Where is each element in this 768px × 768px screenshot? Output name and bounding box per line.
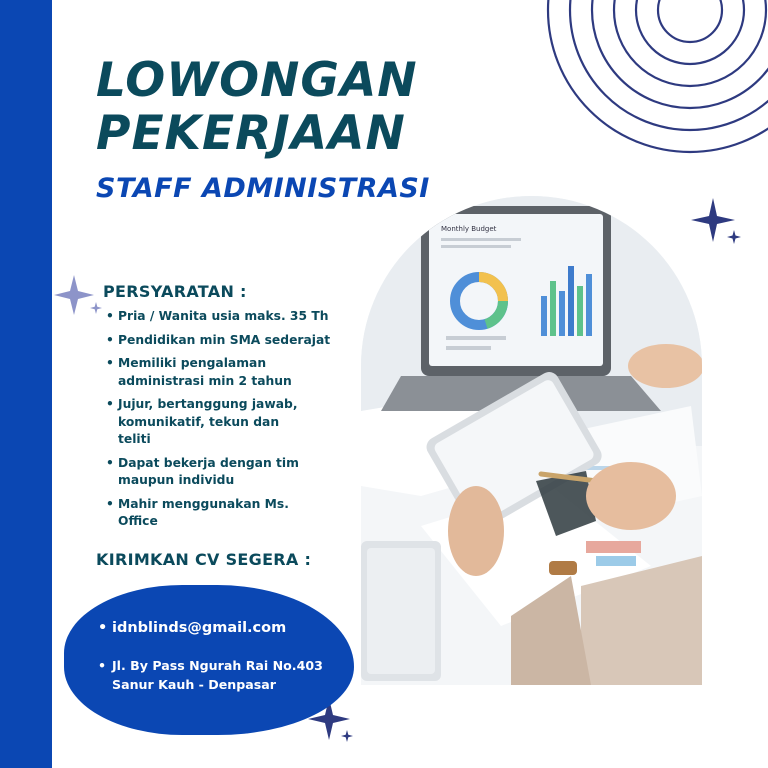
office-photo [361, 196, 702, 685]
sparkle-icon [689, 196, 741, 248]
list-item: • Pria / Wanita usia maks. 35 Th [106, 308, 346, 326]
list-item: • Mahir menggunakan Ms. Office [106, 496, 298, 531]
title-line-2: PEKERJAAN [96, 106, 406, 161]
contact-email[interactable]: • idnblinds@gmail.com [98, 618, 358, 638]
concentric-rings-decoration [540, 0, 768, 160]
title-line-1: LOWONGAN [96, 53, 418, 108]
list-item: • Memiliki pengalaman administrasi min 2 tahun [106, 355, 304, 390]
contact-address: • Jl. By Pass Ngurah Rai No.403 Sanur Kauh - Denpasar [98, 656, 342, 694]
laptop-screen-title: Monthly Budget [441, 225, 497, 233]
requirements-list [106, 308, 346, 537]
list-item: • Pendidikan min SMA sederajat [106, 332, 346, 350]
list-item: • Dapat bekerja dengan tim maupun individu [106, 455, 308, 490]
list-item: • Jujur, bertanggung jawab, komunikatif, tekun dan teliti [106, 396, 314, 449]
office-photo-illustration [361, 196, 702, 685]
left-accent-bar [0, 0, 52, 768]
poster-title [96, 54, 418, 160]
sparkle-icon [52, 272, 104, 320]
contact-heading: KIRIMKAN CV SEGERA : [96, 550, 312, 569]
contact-list [98, 618, 358, 694]
job-position-subtitle: STAFF ADMINISTRASI [96, 173, 430, 204]
requirements-heading: PERSYARATAN : [103, 282, 247, 301]
